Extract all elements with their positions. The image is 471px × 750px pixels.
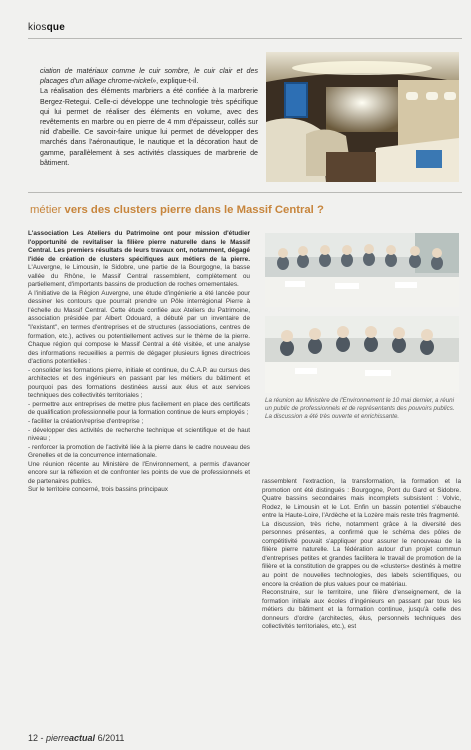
page-number: 12: [28, 733, 39, 743]
article-paragraph: La discussion, très riche, notamment grâce à la diversité des personnes présentes, a confirmé que le schéma des pôles de compétitivité pouvait s'appliquer pour assurer le renouveau de la filière pierre naturelle. La fédération autour d'un projet commun d'entreprises petites et grandes facilitera le travail de promotion de la filière et la constitution de grappes ou de «clusters» destinés à mettre au point de nouvelles technologies, des labels scientifiques, ou encore la création de plus values pour ce matériau.: [262, 520, 461, 588]
article-paragraph: Sur le territoire concerné, trois bassins principaux: [28, 486, 168, 494]
jet-interior-photo: [266, 52, 459, 182]
meeting-photo-bottom: [265, 316, 459, 393]
intro-quote-after: , explique-t-il.: [156, 77, 199, 86]
article-paragraph: Une réunion récente au Ministère de l'Environnement, a permis d'avancer encore sur la réflexion et de confronter les points de vue de professionnels et de partenaires publics.: [28, 460, 250, 485]
top-rule: [28, 38, 462, 39]
article-lead: L'association Les Ateliers du Patrimoine ont pour mission d'étudier l'opportunité de revitaliser la filière pierre naturelle dans le Massif Central. Les premiers résultats de leurs travaux ont, notamment, dégagé l'idée de création de clusters spécifiques aux métiers de la pierre.: [28, 230, 250, 263]
article-category: métier: [30, 204, 62, 216]
bullet-item: - renforcer la promotion de l'activité liée à la pierre dans le cadre nouveau des Grenelles et de la concurrence internationale.: [28, 443, 250, 460]
article-headline: [30, 204, 324, 216]
article-lead-after: L'Auvergne, le Limousin, le Sidobre, une partie de la Bourgogne, la basse vallée du Rhône, le Massif Central rassemblent, complètement ou partiellement, d'importants bassins de production de roches ornementales.: [28, 264, 250, 289]
article-column-2: [262, 478, 461, 632]
article-paragraph: rassemblent l'extraction, la transformation, la formation et la promotion ont été distingués : Bourgogne, Pont du Gard et Sidobre. Quatre bassins secondaires mais incomplets subsistent : Volvic, Rodez, le Limousin et le Lot. Enfin un bassin potentiel s'ébauche entre la Haute-Loire, l'Ardèche et la Lozère mais reste très fragmenté.: [262, 478, 461, 520]
section-rule: [28, 192, 462, 193]
article-column-1: [28, 230, 250, 495]
photo-caption: La réunion au Ministère de l'Environnement le 10 mai dernier, a réuni un public de professionnels et de représentants des pouvoirs publics. La discussion a été très ouverte et enrichissante.: [265, 397, 455, 421]
bullet-item: - permettre aux entreprises de mettre plus facilement en place des certificats de qualification professionnelle pour la formation continue de leurs employés ;: [28, 400, 250, 417]
bullet-item: - faciliter la création/reprise d'entreprise ;: [28, 418, 144, 426]
page-footer: 12 - pierreactual 6/2011: [28, 733, 125, 743]
intro-body: La réalisation des éléments marbriers a été confiée à la marbrerie Bergez-Retegui. Celle-ci développe une technologie très spécifique qui lui permet de réaliser des éléments en volume, avec des revêtements en marbre ou en pierre de 4 mm d'épaisseur, collés sur nid d'abeille. Ce savoir-faire unique lui permet de développer des marchés dans l'aéronautique, le nautique et la décoration haut de gamme, parallèlement à ses activités classiques de marbrerie de bâtiment.: [40, 87, 258, 167]
magazine-name: pierreactual: [46, 733, 96, 743]
article-title: vers des clusters pierre dans le Massif Central ?: [64, 204, 324, 216]
intro-text: [40, 66, 258, 168]
article-paragraph: A l'initiative de la Région Auvergne, une étude d'ingénierie a été lancée pour dessiner les contours que pourrait prendre un Pôle interrégional Pierre à l'échelle du Massif Central. Cette étude confiée aux Ateliers du Patrimoine, association présidée par Albert Odouard, a débuté par un inventaire de "l'existant", en termes d'entreprises et de structures (associations, centres de formation, etc.), actives ou potentiellement actives sur le thème de la pierre. Chaque région qui compose le Massif Central a été visitée, et une analyse des informations recueillies a permis de dégager plusieurs lignes directrices d'actions potentielles :: [28, 289, 250, 366]
meeting-photo-top: [265, 233, 459, 307]
section-label: kiosque: [28, 22, 65, 33]
bullet-item: - développer des activités de recherche technique et scientifique et de haut niveau ;: [28, 426, 250, 443]
bullet-item: - consolider les formations pierre, initiale et continue, du C.A.P. au cursus des architectes et des ingénieurs en passant par les métiers du bâtiment et pourquoi pas des formations destinées aussi aux élus et aux services techniques des collectivités territoriales ;: [28, 366, 250, 400]
intro-quote: ciation de matériaux comme le cuir sombre, le cuir clair et des placages d'un alliage chrome-nickel»: [40, 67, 258, 86]
issue-number: 6/2011: [97, 733, 125, 743]
article-paragraph: Reconstruire, sur le territoire, une filière d'enseignement, de la formation initiale aux écoles d'ingénieurs en passant par tous les métiers du bâtiment et la formation continue, jusqu'à celle des donneurs d'ordre (architectes, élus, personnels techniques des collectivités territoriales, etc.), est: [262, 589, 461, 631]
